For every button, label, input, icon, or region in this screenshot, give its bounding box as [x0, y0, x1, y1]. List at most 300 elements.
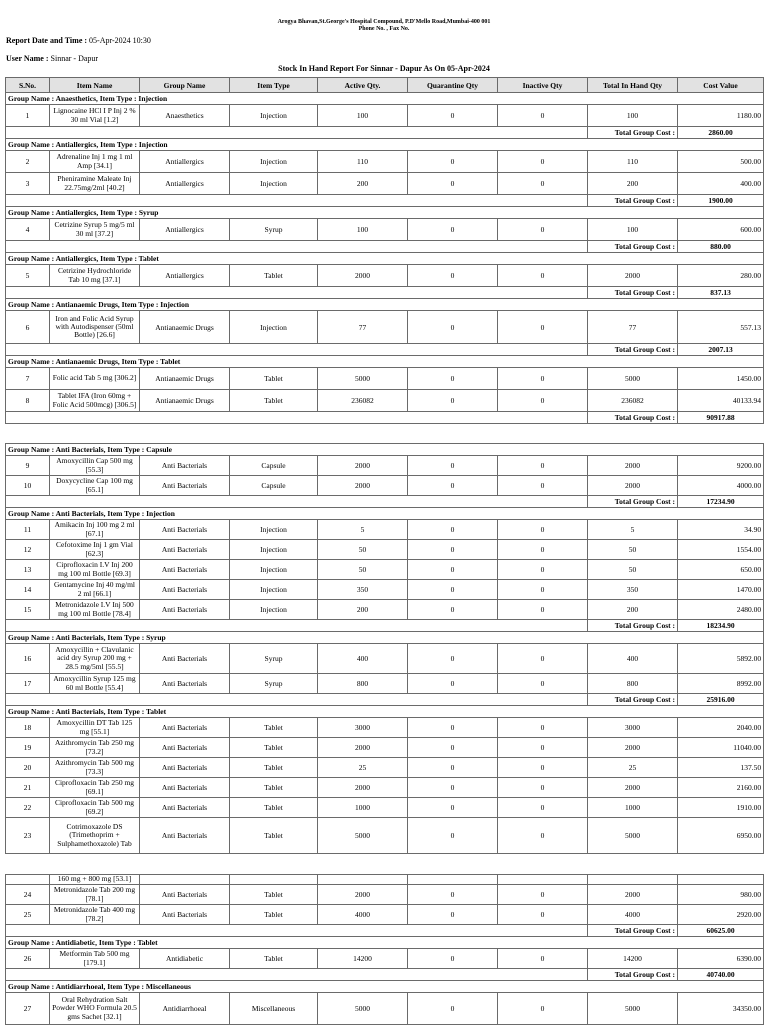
cell-quarantine-qty: [408, 875, 498, 885]
cell-item-name: Metronidazole Tab 400 mg [78.2]: [50, 905, 140, 925]
cell-group-name: Anti Bacterials: [140, 778, 230, 798]
cell-group-name: Antiallergics: [140, 219, 230, 241]
cell-total-in-hand: 2000: [588, 476, 678, 496]
table-row: [6, 456, 764, 476]
cell-inactive-qty: 0: [498, 674, 588, 694]
total-group-cost-label: Total Group Cost :: [588, 287, 678, 299]
cell-cost-value: 6950.00: [678, 818, 764, 854]
table-row: [6, 476, 764, 496]
cell-sno: 14: [6, 580, 50, 600]
group-total-row: [6, 241, 764, 253]
total-group-cost-value: 17234.90: [678, 496, 764, 508]
cell-cost-value: 557.13: [678, 311, 764, 344]
table-row: [6, 173, 764, 195]
cell-quarantine-qty: 0: [408, 885, 498, 905]
cell-quarantine-qty: 0: [408, 600, 498, 620]
user-name-label: User Name :: [6, 54, 49, 63]
cell-group-name: Anti Bacterials: [140, 520, 230, 540]
cell-sno: 21: [6, 778, 50, 798]
group-total-row: [6, 694, 764, 706]
total-group-cost-value: 880.00: [678, 241, 764, 253]
cell-item-type: Tablet: [230, 949, 318, 969]
table-row: [6, 738, 764, 758]
cell-group-name: Antiallergics: [140, 265, 230, 287]
total-group-cost-value: 837.13: [678, 287, 764, 299]
cell-item-type: Injection: [230, 105, 318, 127]
cell-item-name: Metronidazole Tab 200 mg [78.1]: [50, 885, 140, 905]
cell-quarantine-qty: 0: [408, 993, 498, 1025]
cell-item-name: Doxycycline Cap 100 mg [65.1]: [50, 476, 140, 496]
cell-item-name: Ciprofloxacin I.V Inj 200 mg 100 ml Bottle [69.3]: [50, 560, 140, 580]
cell-total-in-hand: 2000: [588, 456, 678, 476]
cell-item-name: Metronidazole I.V Inj 500 mg 100 ml Bottle [78.4]: [50, 600, 140, 620]
table-row: [6, 105, 764, 127]
cell-item-name: Cetrizine Hydrochloride Tab 10 mg [37.1]: [50, 265, 140, 287]
group-total-row: [6, 969, 764, 981]
cell-total-in-hand: [588, 875, 678, 885]
cell-item-name: Amoxycillin + Clavulanic acid dry Syrup 200 mg + 28.5 mg/5ml [55.5]: [50, 644, 140, 674]
cell-sno: 10: [6, 476, 50, 496]
cell-inactive-qty: 0: [498, 905, 588, 925]
cell-cost-value: 400.00: [678, 173, 764, 195]
cell-total-in-hand: 200: [588, 600, 678, 620]
cell-cost-value: 4000.00: [678, 476, 764, 496]
cell-quarantine-qty: 0: [408, 580, 498, 600]
cell-item-type: Injection: [230, 151, 318, 173]
cell-cost-value: 8992.00: [678, 674, 764, 694]
group-title: Group Name : Anti Bacterials, Item Type : Syrup: [6, 632, 764, 644]
cell-sno: 6: [6, 311, 50, 344]
cell-active-qty: 2000: [318, 476, 408, 496]
group-header-row: [6, 632, 764, 644]
cell-active-qty: 50: [318, 560, 408, 580]
table-row: [6, 600, 764, 620]
cell-cost-value: 6390.00: [678, 949, 764, 969]
cell-group-name: Anti Bacterials: [140, 600, 230, 620]
cell-item-name: Ciprofloxacin Tab 500 mg [69.2]: [50, 798, 140, 818]
report-title: Stock In Hand Report For Sinnar - Dapur As On 05-Apr-2024: [278, 64, 490, 73]
cell-active-qty: 2000: [318, 265, 408, 287]
group-header-row: [6, 937, 764, 949]
col-total-in-hand: Total In Hand Qty: [588, 78, 678, 93]
cell-active-qty: 236082: [318, 390, 408, 412]
cell-item-type: Injection: [230, 173, 318, 195]
cell-total-in-hand: 2000: [588, 778, 678, 798]
hospital-address: Arogya Bhavan,St.George's Hospital Compound, P.D'Mello Road,Mumbai-400 001: [277, 19, 491, 25]
group-header-row: [6, 706, 764, 718]
cell-quarantine-qty: 0: [408, 476, 498, 496]
total-group-cost-label: Total Group Cost :: [588, 969, 678, 981]
cell-total-in-hand: 5: [588, 520, 678, 540]
cell-total-in-hand: 3000: [588, 718, 678, 738]
cell-active-qty: 5000: [318, 368, 408, 390]
cell-cost-value: 34.90: [678, 520, 764, 540]
group-title: Group Name : Anti Bacterials, Item Type : Injection: [6, 508, 764, 520]
total-row-blank: [6, 344, 588, 356]
cell-item-name: Amoxycillin DT Tab 125 mg [55.1]: [50, 718, 140, 738]
total-row-blank: [6, 241, 588, 253]
cell-group-name: Antidiabetic: [140, 949, 230, 969]
cell-total-in-hand: 1000: [588, 798, 678, 818]
cell-item-type: Syrup: [230, 219, 318, 241]
cell-sno: 16: [6, 644, 50, 674]
cell-group-name: Antianaemic Drugs: [140, 311, 230, 344]
cell-cost-value: 500.00: [678, 151, 764, 173]
cell-item-name: Azithromycin Tab 500 mg [73.3]: [50, 758, 140, 778]
cell-sno: 8: [6, 390, 50, 412]
table-row: [6, 885, 764, 905]
cell-total-in-hand: 100: [588, 105, 678, 127]
cell-group-name: Antiallergics: [140, 151, 230, 173]
table-row: [6, 905, 764, 925]
cell-item-type: Tablet: [230, 778, 318, 798]
table-row: [6, 368, 764, 390]
cell-inactive-qty: 0: [498, 644, 588, 674]
user-name-value: Sinnar - Dapur: [50, 54, 99, 63]
cell-total-in-hand: 400: [588, 644, 678, 674]
group-header-row: [6, 508, 764, 520]
cell-quarantine-qty: 0: [408, 456, 498, 476]
cell-item-name: Pheniramine Maleate Inj 22.75mg/2ml [40.2]: [50, 173, 140, 195]
cell-quarantine-qty: 0: [408, 758, 498, 778]
cell-active-qty: 3000: [318, 718, 408, 738]
table-row: [6, 674, 764, 694]
cell-quarantine-qty: 0: [408, 105, 498, 127]
cell-group-name: Anti Bacterials: [140, 644, 230, 674]
report-datetime: [6, 36, 151, 45]
total-row-blank: [6, 620, 588, 632]
table-row: [6, 718, 764, 738]
table-header-row: [6, 78, 764, 93]
total-row-blank: [6, 195, 588, 207]
cell-sno: 13: [6, 560, 50, 580]
group-header-row: [6, 444, 764, 456]
group-title: Group Name : Anaesthetics, Item Type : Injection: [6, 93, 764, 105]
cell-item-type: Injection: [230, 311, 318, 344]
cell-group-name: Anti Bacterials: [140, 718, 230, 738]
cell-sno: 22: [6, 798, 50, 818]
table-row: [6, 875, 764, 885]
cell-item-name: Ciprofloxacin Tab 250 mg [69.1]: [50, 778, 140, 798]
cell-active-qty: 100: [318, 105, 408, 127]
cell-active-qty: 200: [318, 600, 408, 620]
cell-group-name: Antianaemic Drugs: [140, 390, 230, 412]
cell-item-type: [230, 875, 318, 885]
cell-quarantine-qty: 0: [408, 151, 498, 173]
cell-item-type: Tablet: [230, 738, 318, 758]
table-row: [6, 644, 764, 674]
cell-sno: 17: [6, 674, 50, 694]
cell-inactive-qty: 0: [498, 949, 588, 969]
total-group-cost-value: 2860.00: [678, 127, 764, 139]
total-row-blank: [6, 969, 588, 981]
cell-total-in-hand: 2000: [588, 265, 678, 287]
total-group-cost-value: 2007.13: [678, 344, 764, 356]
cell-total-in-hand: 2000: [588, 885, 678, 905]
cell-item-name: Cefotoxime Inj 1 gm Vial [62.3]: [50, 540, 140, 560]
table-row: [6, 778, 764, 798]
cell-quarantine-qty: 0: [408, 173, 498, 195]
table-row: [6, 949, 764, 969]
cell-item-type: Capsule: [230, 476, 318, 496]
cell-group-name: Anti Bacterials: [140, 560, 230, 580]
total-group-cost-value: 40740.00: [678, 969, 764, 981]
cell-inactive-qty: 0: [498, 105, 588, 127]
cell-group-name: Anti Bacterials: [140, 798, 230, 818]
cell-cost-value: [678, 875, 764, 885]
cell-total-in-hand: 100: [588, 219, 678, 241]
total-group-cost-label: Total Group Cost :: [588, 195, 678, 207]
cell-cost-value: 11040.00: [678, 738, 764, 758]
cell-item-type: Tablet: [230, 885, 318, 905]
cell-item-name: Folic acid Tab 5 mg [306.2]: [50, 368, 140, 390]
cell-quarantine-qty: 0: [408, 818, 498, 854]
report-datetime-value: 05-Apr-2024 10:30: [89, 36, 151, 45]
cell-item-type: Injection: [230, 540, 318, 560]
cell-active-qty: 5000: [318, 993, 408, 1025]
cell-item-name: Amoxycillin Cap 500 mg [55.3]: [50, 456, 140, 476]
cell-item-name: Tablet IFA (Iron 60mg + Folic Acid 500mcg) [306.5]: [50, 390, 140, 412]
stock-table-page-3: [5, 874, 764, 1025]
cell-active-qty: 2000: [318, 456, 408, 476]
cell-quarantine-qty: 0: [408, 219, 498, 241]
col-cost-value: Cost Value: [678, 78, 764, 93]
group-total-row: [6, 195, 764, 207]
table-row: [6, 540, 764, 560]
cell-item-name: Oral Rehydration Salt Powder WHO Formula 20.5 gms Sachet [32.1]: [50, 993, 140, 1025]
group-total-row: [6, 127, 764, 139]
group-title: Group Name : Antianaemic Drugs, Item Type : Tablet: [6, 356, 764, 368]
cell-group-name: Anti Bacterials: [140, 580, 230, 600]
cell-item-type: Tablet: [230, 265, 318, 287]
cell-sno: 25: [6, 905, 50, 925]
cell-sno: 24: [6, 885, 50, 905]
cell-sno: 20: [6, 758, 50, 778]
cell-total-in-hand: 5000: [588, 818, 678, 854]
cell-cost-value: 137.50: [678, 758, 764, 778]
phone-fax: Phone No. , Fax No.: [358, 26, 410, 32]
cell-active-qty: 350: [318, 580, 408, 600]
cell-quarantine-qty: 0: [408, 520, 498, 540]
cell-item-type: Tablet: [230, 718, 318, 738]
cell-quarantine-qty: 0: [408, 368, 498, 390]
cell-cost-value: 2920.00: [678, 905, 764, 925]
cell-active-qty: 100: [318, 219, 408, 241]
cell-active-qty: 110: [318, 151, 408, 173]
total-group-cost-value: 1900.00: [678, 195, 764, 207]
cell-sno: 1: [6, 105, 50, 127]
group-header-row: [6, 253, 764, 265]
col-sno: S.No.: [6, 78, 50, 93]
cell-group-name: [140, 875, 230, 885]
cell-item-name: Amoxycillin Syrup 125 mg 60 ml Bottle [55.4]: [50, 674, 140, 694]
group-total-row: [6, 287, 764, 299]
cell-group-name: Anti Bacterials: [140, 738, 230, 758]
cell-item-name: Cetrizine Syrup 5 mg/5 ml 30 ml [37.2]: [50, 219, 140, 241]
cell-total-in-hand: 25: [588, 758, 678, 778]
cell-sno: 4: [6, 219, 50, 241]
cell-inactive-qty: 0: [498, 368, 588, 390]
cell-item-name: 160 mg + 800 mg [53.1]: [50, 875, 140, 885]
total-group-cost-value: 18234.90: [678, 620, 764, 632]
cell-sno: 12: [6, 540, 50, 560]
cell-group-name: Anti Bacterials: [140, 885, 230, 905]
cell-inactive-qty: 0: [498, 476, 588, 496]
cell-total-in-hand: 14200: [588, 949, 678, 969]
cell-cost-value: 600.00: [678, 219, 764, 241]
cell-quarantine-qty: 0: [408, 540, 498, 560]
cell-quarantine-qty: 0: [408, 560, 498, 580]
cell-active-qty: 2000: [318, 885, 408, 905]
cell-total-in-hand: 236082: [588, 390, 678, 412]
cell-total-in-hand: 350: [588, 580, 678, 600]
cell-cost-value: 34350.00: [678, 993, 764, 1025]
cell-total-in-hand: 5000: [588, 368, 678, 390]
cell-inactive-qty: 0: [498, 456, 588, 476]
table-row: [6, 818, 764, 854]
cell-cost-value: 2160.00: [678, 778, 764, 798]
cell-sno: 5: [6, 265, 50, 287]
cell-group-name: Antiallergics: [140, 173, 230, 195]
cell-total-in-hand: 110: [588, 151, 678, 173]
table-row: [6, 265, 764, 287]
table-row: [6, 560, 764, 580]
cell-item-type: Syrup: [230, 674, 318, 694]
cell-quarantine-qty: 0: [408, 738, 498, 758]
cell-item-type: Tablet: [230, 390, 318, 412]
cell-group-name: Anti Bacterials: [140, 674, 230, 694]
cell-active-qty: 5000: [318, 818, 408, 854]
total-row-blank: [6, 496, 588, 508]
cell-active-qty: 5: [318, 520, 408, 540]
cell-group-name: Anaesthetics: [140, 105, 230, 127]
cell-item-type: Injection: [230, 580, 318, 600]
group-total-row: [6, 496, 764, 508]
cell-cost-value: 1180.00: [678, 105, 764, 127]
cell-cost-value: 650.00: [678, 560, 764, 580]
cell-inactive-qty: 0: [498, 718, 588, 738]
cell-cost-value: 5892.00: [678, 644, 764, 674]
group-title: Group Name : Anti Bacterials, Item Type : Tablet: [6, 706, 764, 718]
cell-cost-value: 9200.00: [678, 456, 764, 476]
cell-item-name: Azithromycin Tab 250 mg [73.2]: [50, 738, 140, 758]
cell-sno: 27: [6, 993, 50, 1025]
group-total-row: [6, 412, 764, 424]
cell-quarantine-qty: 0: [408, 798, 498, 818]
cell-active-qty: 25: [318, 758, 408, 778]
cell-group-name: Anti Bacterials: [140, 540, 230, 560]
cell-quarantine-qty: 0: [408, 949, 498, 969]
cell-group-name: Anti Bacterials: [140, 456, 230, 476]
group-title: Group Name : Antianaemic Drugs, Item Type : Injection: [6, 299, 764, 311]
cell-quarantine-qty: 0: [408, 311, 498, 344]
group-title: Group Name : Antiallergics, Item Type : Syrup: [6, 207, 764, 219]
col-active-qty: Active Qty.: [318, 78, 408, 93]
total-group-cost-label: Total Group Cost :: [588, 620, 678, 632]
cell-sno: [6, 875, 50, 885]
table-row: [6, 580, 764, 600]
cell-group-name: Antidiarrhoeal: [140, 993, 230, 1025]
cell-active-qty: 800: [318, 674, 408, 694]
cell-inactive-qty: 0: [498, 580, 588, 600]
cell-inactive-qty: 0: [498, 560, 588, 580]
total-row-blank: [6, 287, 588, 299]
cell-inactive-qty: 0: [498, 993, 588, 1025]
cell-inactive-qty: 0: [498, 219, 588, 241]
group-title: Group Name : Anti Bacterials, Item Type : Capsule: [6, 444, 764, 456]
table-row: [6, 311, 764, 344]
total-group-cost-label: Total Group Cost :: [588, 496, 678, 508]
cell-sno: 7: [6, 368, 50, 390]
cell-active-qty: 50: [318, 540, 408, 560]
cell-group-name: Anti Bacterials: [140, 818, 230, 854]
table-row: [6, 798, 764, 818]
cell-item-type: Tablet: [230, 818, 318, 854]
cell-quarantine-qty: 0: [408, 718, 498, 738]
cell-sno: 23: [6, 818, 50, 854]
cell-cost-value: 1910.00: [678, 798, 764, 818]
total-group-cost-value: 25916.00: [678, 694, 764, 706]
cell-item-name: Gentamycine Inj 40 mg/ml 2 ml [66.1]: [50, 580, 140, 600]
total-group-cost-label: Total Group Cost :: [588, 925, 678, 937]
cell-item-type: Syrup: [230, 644, 318, 674]
group-title: Group Name : Antidiabetic, Item Type : Tablet: [6, 937, 764, 949]
report-datetime-label: Report Date and Time :: [6, 36, 88, 45]
cell-item-name: Adrenaline Inj 1 mg 1 ml Amp [34.1]: [50, 151, 140, 173]
group-total-row: [6, 344, 764, 356]
cell-inactive-qty: 0: [498, 778, 588, 798]
cell-active-qty: 77: [318, 311, 408, 344]
cell-inactive-qty: 0: [498, 311, 588, 344]
cell-cost-value: 1554.00: [678, 540, 764, 560]
cell-sno: 19: [6, 738, 50, 758]
cell-total-in-hand: 200: [588, 173, 678, 195]
cell-inactive-qty: 0: [498, 540, 588, 560]
cell-active-qty: 2000: [318, 738, 408, 758]
cell-sno: 9: [6, 456, 50, 476]
cell-cost-value: 980.00: [678, 885, 764, 905]
cell-cost-value: 1450.00: [678, 368, 764, 390]
col-group-name: Group Name: [140, 78, 230, 93]
cell-active-qty: 1000: [318, 798, 408, 818]
cell-inactive-qty: 0: [498, 600, 588, 620]
cell-inactive-qty: 0: [498, 818, 588, 854]
cell-inactive-qty: 0: [498, 798, 588, 818]
cell-item-type: Injection: [230, 600, 318, 620]
cell-cost-value: 1470.00: [678, 580, 764, 600]
cell-cost-value: 2040.00: [678, 718, 764, 738]
cell-active-qty: 4000: [318, 905, 408, 925]
total-group-cost-value: 60625.00: [678, 925, 764, 937]
total-row-blank: [6, 412, 588, 424]
cell-total-in-hand: 50: [588, 540, 678, 560]
cell-sno: 11: [6, 520, 50, 540]
table-row: [6, 758, 764, 778]
stock-table-page-1: [5, 77, 764, 424]
cell-item-type: Miscellaneous: [230, 993, 318, 1025]
cell-group-name: Anti Bacterials: [140, 758, 230, 778]
group-header-row: [6, 93, 764, 105]
table-row: [6, 390, 764, 412]
group-title: Group Name : Antiallergics, Item Type : Tablet: [6, 253, 764, 265]
total-row-blank: [6, 925, 588, 937]
cell-active-qty: 2000: [318, 778, 408, 798]
cell-item-name: Cotrimoxazole DS (Trimethoprim + Sulphamethoxazole) Tab: [50, 818, 140, 854]
total-group-cost-label: Total Group Cost :: [588, 241, 678, 253]
total-group-cost-label: Total Group Cost :: [588, 694, 678, 706]
cell-active-qty: 200: [318, 173, 408, 195]
cell-cost-value: 40133.94: [678, 390, 764, 412]
